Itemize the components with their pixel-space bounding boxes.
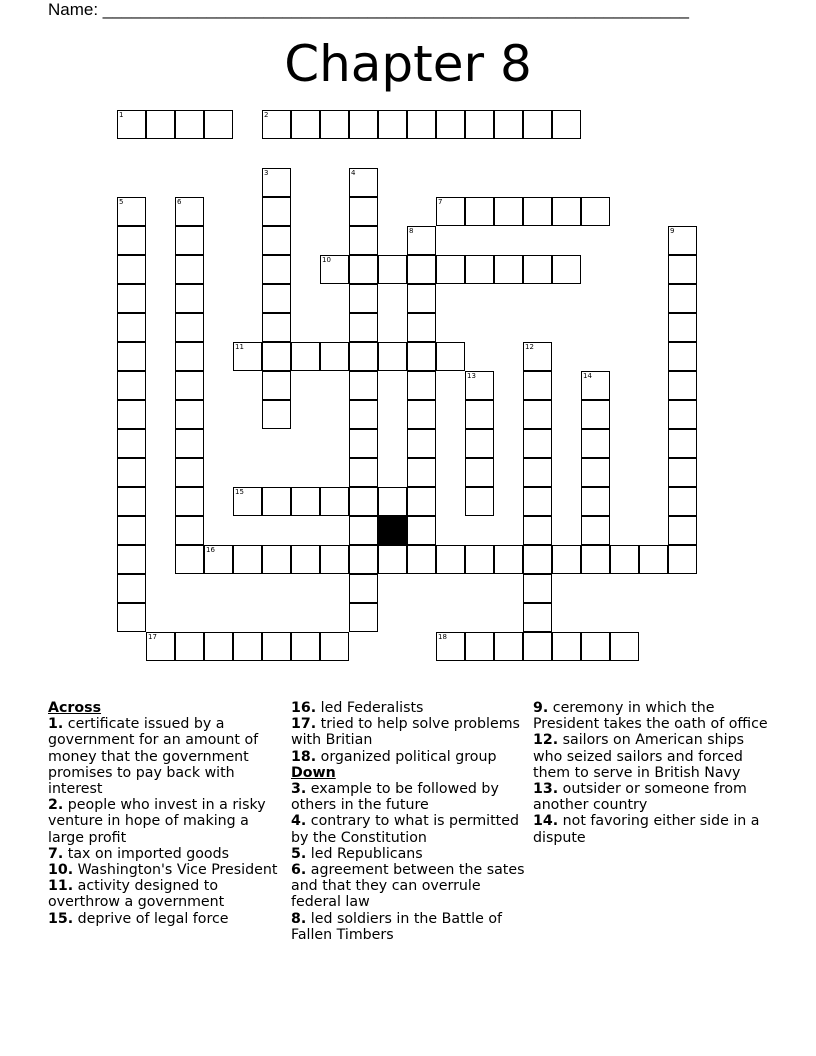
clue-item <box>291 781 527 813</box>
grid-cell[interactable] <box>349 371 378 400</box>
grid-cell[interactable] <box>349 313 378 342</box>
clue-text: deprive of legal force <box>73 910 229 927</box>
grid-cell[interactable] <box>581 458 610 487</box>
grid-cell[interactable] <box>117 545 146 574</box>
clue-item <box>48 716 284 797</box>
grid-cell[interactable] <box>233 632 262 661</box>
grid-cell[interactable] <box>465 197 494 226</box>
grid-cell[interactable] <box>233 545 262 574</box>
clue-item <box>48 797 284 846</box>
grid-cell[interactable] <box>204 632 233 661</box>
grid-cell[interactable] <box>407 313 436 342</box>
grid-cell[interactable] <box>349 284 378 313</box>
clue-text: ceremony in which the President takes the oath of office <box>533 700 768 733</box>
clue-text: not favoring either side in a dispute <box>533 813 760 846</box>
clue-number-label: 14. <box>533 813 559 830</box>
grid-cell[interactable] <box>523 487 552 516</box>
grid-cell[interactable] <box>146 632 175 661</box>
grid-cell[interactable] <box>291 487 320 516</box>
grid-cell[interactable] <box>407 371 436 400</box>
grid-cell[interactable] <box>436 255 465 284</box>
clue-item <box>533 732 769 781</box>
grid-cell[interactable] <box>436 342 465 371</box>
grid-cell[interactable] <box>117 487 146 516</box>
grid-cell[interactable] <box>436 197 465 226</box>
grid-cell[interactable] <box>581 197 610 226</box>
clue-item <box>291 846 527 862</box>
grid-cell[interactable] <box>320 342 349 371</box>
grid-cell[interactable] <box>320 487 349 516</box>
grid-cell[interactable] <box>349 458 378 487</box>
grid-cell[interactable] <box>175 284 204 313</box>
grid-cell[interactable] <box>523 632 552 661</box>
grid-cell[interactable] <box>262 313 291 342</box>
grid-cell[interactable] <box>175 313 204 342</box>
grid-cell[interactable] <box>117 110 146 139</box>
grid-cell[interactable] <box>668 371 697 400</box>
grid-cell[interactable] <box>349 226 378 255</box>
grid-cell[interactable] <box>523 197 552 226</box>
grid-cell[interactable] <box>523 371 552 400</box>
grid-cell[interactable] <box>262 342 291 371</box>
clue-number-label: 1. <box>48 716 64 733</box>
grid-cell[interactable] <box>291 632 320 661</box>
grid-cell[interactable] <box>320 110 349 139</box>
clue-text: led Federalists <box>316 700 424 716</box>
grid-cell[interactable] <box>349 400 378 429</box>
clue-number-label: 18. <box>291 748 317 765</box>
grid-cell[interactable] <box>610 545 639 574</box>
grid-cell[interactable] <box>465 429 494 458</box>
clue-item <box>291 862 527 911</box>
grid-cell[interactable] <box>175 255 204 284</box>
clue-number: 10 <box>322 256 331 264</box>
grid-cell[interactable] <box>117 284 146 313</box>
grid-cell[interactable] <box>494 255 523 284</box>
grid-cell[interactable] <box>262 545 291 574</box>
grid-cell[interactable] <box>668 400 697 429</box>
clue-text: tried to help solve problems with Britian <box>291 716 520 749</box>
grid-cell[interactable] <box>233 342 262 371</box>
clue-number-label: 12. <box>533 732 559 749</box>
clue-text: example to be followed by others in the future <box>291 781 499 814</box>
grid-cell[interactable] <box>494 110 523 139</box>
grid-cell[interactable] <box>262 168 291 197</box>
grid-cell[interactable] <box>349 574 378 603</box>
grid-cell[interactable] <box>581 487 610 516</box>
grid-cell[interactable] <box>175 226 204 255</box>
grid-cell[interactable] <box>349 197 378 226</box>
clue-number: 2 <box>264 111 269 119</box>
grid-cell[interactable] <box>320 545 349 574</box>
grid-cell[interactable] <box>523 255 552 284</box>
clue-number-label: 6. <box>291 862 307 879</box>
grid-cell[interactable] <box>407 255 436 284</box>
clue-item <box>48 862 284 878</box>
grid-cell[interactable] <box>523 458 552 487</box>
grid-cell[interactable] <box>175 516 204 545</box>
grid-cell[interactable] <box>117 371 146 400</box>
name-line: Name: ______________________________________________________________ <box>48 0 689 19</box>
clue-item <box>533 700 769 732</box>
grid-cell[interactable] <box>407 545 436 574</box>
grid-cell[interactable] <box>320 255 349 284</box>
black-square <box>378 516 407 545</box>
grid-cell[interactable] <box>407 342 436 371</box>
clue-number-label: 9. <box>533 700 549 716</box>
grid-cell[interactable] <box>465 458 494 487</box>
grid-cell[interactable] <box>349 110 378 139</box>
clue-number-label: 8. <box>291 910 307 927</box>
clue-text: Washington's Vice President <box>73 862 278 879</box>
grid-cell[interactable] <box>552 545 581 574</box>
grid-cell[interactable] <box>117 226 146 255</box>
grid-cell[interactable] <box>523 429 552 458</box>
clue-number-label: 17. <box>291 716 317 733</box>
grid-cell[interactable] <box>523 545 552 574</box>
clue-number-label: 15. <box>48 910 74 927</box>
grid-cell[interactable] <box>175 371 204 400</box>
clue-number-label: 16. <box>291 700 317 716</box>
clue-number-label: 5. <box>291 845 307 862</box>
page-title: Chapter 8 <box>284 35 532 93</box>
grid-cell[interactable] <box>668 516 697 545</box>
grid-cell[interactable] <box>146 110 175 139</box>
clue-text: contrary to what is permitted by the Constitution <box>291 813 519 846</box>
grid-cell[interactable] <box>523 574 552 603</box>
grid-cell[interactable] <box>523 516 552 545</box>
grid-cell[interactable] <box>117 574 146 603</box>
grid-cell[interactable] <box>378 255 407 284</box>
grid-cell[interactable] <box>262 400 291 429</box>
grid-cell[interactable] <box>117 313 146 342</box>
grid-cell[interactable] <box>378 545 407 574</box>
grid-cell[interactable] <box>581 429 610 458</box>
grid-cell[interactable] <box>291 342 320 371</box>
grid-cell[interactable] <box>523 603 552 632</box>
grid-cell[interactable] <box>668 313 697 342</box>
grid-cell[interactable] <box>378 110 407 139</box>
clue-number: 16 <box>206 546 215 554</box>
clue-text: outsider or someone from another country <box>533 781 747 814</box>
clue-text: led soldiers in the Battle of Fallen Timbers <box>291 910 503 943</box>
clue-item <box>48 878 284 910</box>
grid-cell[interactable] <box>523 110 552 139</box>
grid-cell[interactable] <box>117 197 146 226</box>
clue-text: led Republicans <box>306 845 423 862</box>
grid-cell[interactable] <box>610 632 639 661</box>
grid-cell[interactable] <box>523 400 552 429</box>
clue-text: tax on imported goods <box>63 845 229 862</box>
grid-cell[interactable] <box>407 429 436 458</box>
clue-text: people who invest in a risky venture in hope of making a large profit <box>48 797 266 846</box>
clue-number: 13 <box>467 372 476 380</box>
grid-cell[interactable] <box>552 255 581 284</box>
grid-cell[interactable] <box>465 110 494 139</box>
grid-cell[interactable] <box>117 603 146 632</box>
grid-cell[interactable] <box>117 429 146 458</box>
grid-cell[interactable] <box>175 487 204 516</box>
grid-cell[interactable] <box>175 632 204 661</box>
grid-cell[interactable] <box>117 458 146 487</box>
grid-cell[interactable] <box>436 632 465 661</box>
grid-cell[interactable] <box>175 545 204 574</box>
clue-column-2 <box>291 700 527 943</box>
grid-cell[interactable] <box>668 342 697 371</box>
clue-number: 4 <box>351 169 356 177</box>
grid-cell[interactable] <box>494 197 523 226</box>
grid-cell[interactable] <box>291 110 320 139</box>
clue-number-label: 2. <box>48 797 64 814</box>
grid-cell[interactable] <box>320 632 349 661</box>
grid-cell[interactable] <box>668 487 697 516</box>
clue-item <box>533 813 769 845</box>
grid-cell[interactable] <box>581 545 610 574</box>
grid-cell[interactable] <box>407 400 436 429</box>
clue-number: 9 <box>670 227 675 235</box>
grid-cell[interactable] <box>668 284 697 313</box>
clue-text: sailors on American ships who seized sailors and forced them to serve in British Navy <box>533 732 744 781</box>
grid-cell[interactable] <box>407 110 436 139</box>
grid-cell[interactable] <box>117 400 146 429</box>
grid-cell[interactable] <box>262 226 291 255</box>
grid-cell[interactable] <box>668 226 697 255</box>
grid-cell[interactable] <box>175 110 204 139</box>
grid-cell[interactable] <box>349 603 378 632</box>
clue-number: 5 <box>119 198 124 206</box>
grid-cell[interactable] <box>262 371 291 400</box>
grid-cell[interactable] <box>204 545 233 574</box>
grid-cell[interactable] <box>117 516 146 545</box>
grid-cell[interactable] <box>117 342 146 371</box>
grid-cell[interactable] <box>349 516 378 545</box>
grid-cell[interactable] <box>349 487 378 516</box>
clue-number: 12 <box>525 343 534 351</box>
clue-number: 6 <box>177 198 182 206</box>
clue-number: 8 <box>409 227 414 235</box>
grid-cell[interactable] <box>117 255 146 284</box>
grid-cell[interactable] <box>291 545 320 574</box>
grid-cell[interactable] <box>349 255 378 284</box>
grid-cell[interactable] <box>552 197 581 226</box>
grid-cell[interactable] <box>175 400 204 429</box>
grid-cell[interactable] <box>262 255 291 284</box>
grid-cell[interactable] <box>465 487 494 516</box>
grid-cell[interactable] <box>175 197 204 226</box>
grid-cell[interactable] <box>407 226 436 255</box>
clue-item <box>291 716 527 748</box>
grid-cell[interactable] <box>175 429 204 458</box>
clue-number-label: 13. <box>533 781 559 798</box>
grid-cell[interactable] <box>668 458 697 487</box>
clue-number-label: 11. <box>48 878 74 895</box>
clue-number-label: 4. <box>291 813 307 830</box>
grid-cell[interactable] <box>175 458 204 487</box>
grid-cell[interactable] <box>668 255 697 284</box>
grid-cell[interactable] <box>494 545 523 574</box>
grid-cell[interactable] <box>465 545 494 574</box>
grid-cell[interactable] <box>204 110 233 139</box>
grid-cell[interactable] <box>262 110 291 139</box>
across-heading: Across <box>48 700 102 716</box>
clue-number-label: 3. <box>291 781 307 798</box>
grid-cell[interactable] <box>523 342 552 371</box>
grid-cell[interactable] <box>581 371 610 400</box>
clue-number: 1 <box>119 111 124 119</box>
grid-cell[interactable] <box>378 487 407 516</box>
clue-item <box>291 813 527 845</box>
down-heading: Down <box>291 764 336 781</box>
grid-cell[interactable] <box>407 487 436 516</box>
grid-cell[interactable] <box>581 516 610 545</box>
grid-cell[interactable] <box>668 545 697 574</box>
grid-cell[interactable] <box>349 168 378 197</box>
clue-number: 17 <box>148 633 157 641</box>
clue-number: 11 <box>235 343 244 351</box>
grid-cell[interactable] <box>349 342 378 371</box>
grid-cell[interactable] <box>552 632 581 661</box>
clue-item <box>291 749 527 765</box>
clue-number-label: 10. <box>48 862 74 879</box>
grid-cell[interactable] <box>349 429 378 458</box>
grid-cell[interactable] <box>407 284 436 313</box>
grid-cell[interactable] <box>581 632 610 661</box>
clue-column-1 <box>48 700 284 927</box>
clue-text: certificate issued by a government for an amount of money that the government promises to pay back with interest <box>48 716 259 798</box>
clue-text: activity designed to overthrow a government <box>48 878 225 911</box>
grid-cell[interactable] <box>465 400 494 429</box>
clue-number: 3 <box>264 169 269 177</box>
grid-cell[interactable] <box>233 487 262 516</box>
grid-cell[interactable] <box>552 110 581 139</box>
grid-cell[interactable] <box>436 110 465 139</box>
grid-cell[interactable] <box>407 458 436 487</box>
grid-cell[interactable] <box>581 400 610 429</box>
grid-cell[interactable] <box>465 255 494 284</box>
clue-number-label: 7. <box>48 845 64 862</box>
grid-cell[interactable] <box>639 545 668 574</box>
grid-cell[interactable] <box>262 487 291 516</box>
clue-column-3 <box>533 700 769 846</box>
grid-cell[interactable] <box>349 545 378 574</box>
clue-number: 7 <box>438 198 443 206</box>
clue-number: 14 <box>583 372 592 380</box>
grid-cell[interactable] <box>436 545 465 574</box>
grid-cell[interactable] <box>175 342 204 371</box>
clue-text: organized political group <box>316 748 497 765</box>
grid-cell[interactable] <box>407 516 436 545</box>
clue-item <box>533 781 769 813</box>
grid-cell[interactable] <box>465 371 494 400</box>
grid-cell[interactable] <box>494 632 523 661</box>
grid-cell[interactable] <box>668 429 697 458</box>
grid-cell[interactable] <box>465 632 494 661</box>
clue-item <box>291 911 527 943</box>
grid-cell[interactable] <box>378 342 407 371</box>
clue-text: agreement between the sates and that they can overrule federal law <box>291 862 525 911</box>
clue-item <box>48 846 284 862</box>
grid-cell[interactable] <box>262 197 291 226</box>
clue-item <box>48 911 284 927</box>
clue-number: 15 <box>235 488 244 496</box>
clue-number: 18 <box>438 633 447 641</box>
grid-cell[interactable] <box>262 284 291 313</box>
grid-cell[interactable] <box>262 632 291 661</box>
clue-item <box>291 700 527 716</box>
